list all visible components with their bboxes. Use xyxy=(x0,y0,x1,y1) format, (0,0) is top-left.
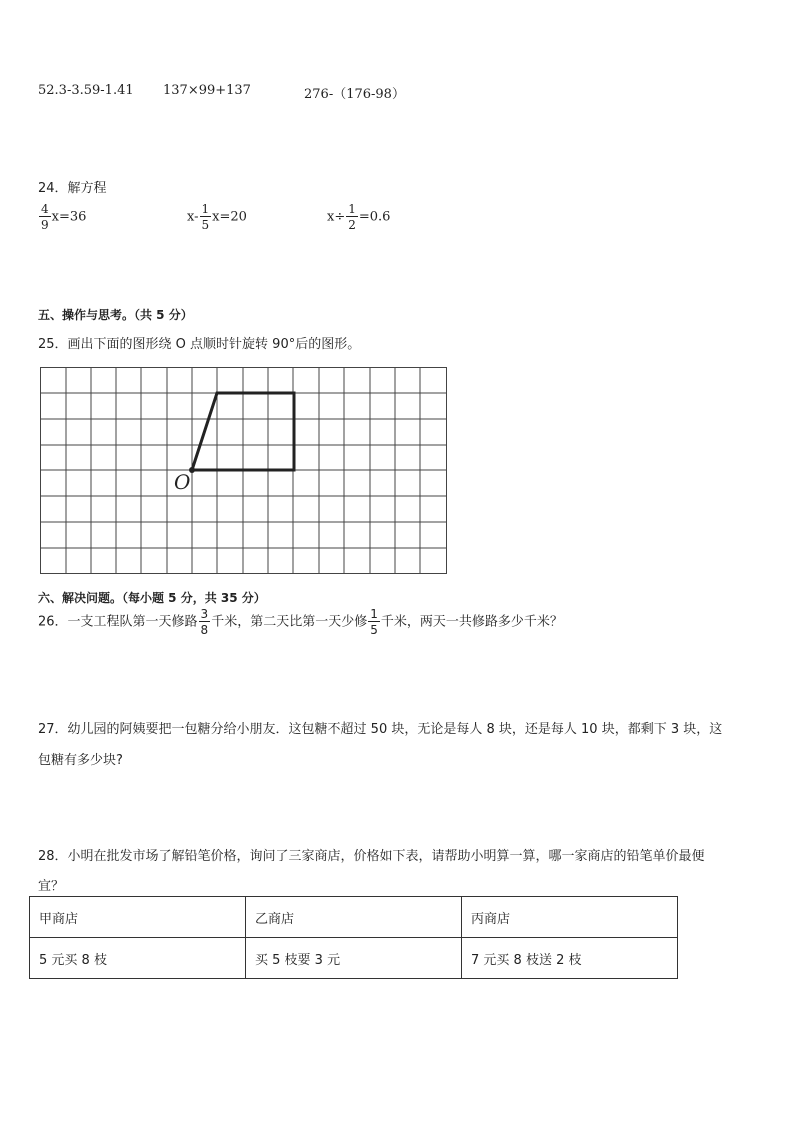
fraction-one-half xyxy=(346,203,358,231)
calc-expression-2: 137×99+137 xyxy=(163,83,251,98)
question-28-line-1: 28．小明在批发市场了解铅笔价格，询问了三家商店，价格如下表，请帮助小明算一算，哪一家商店的铅笔单价最便 xyxy=(38,849,705,864)
table-row xyxy=(30,938,678,979)
q26-part-2: 千米，第二天比第一天少修 xyxy=(211,614,368,630)
equation-3-prefix: x÷ xyxy=(327,209,346,225)
question-25-text: 25．画出下面的图形绕 O 点顺时针旋转 90°后的图形。 xyxy=(38,337,361,352)
fraction-three-eighths xyxy=(199,608,211,636)
section-5-title: 五、操作与思考。（共 5 分） xyxy=(38,308,193,322)
calc-expression-3: 276-（176-98） xyxy=(304,87,405,102)
grid-figure xyxy=(40,367,450,577)
question-24-label: 24．解方程 xyxy=(38,181,107,196)
table-header-row xyxy=(30,897,678,938)
fraction-denominator: 5 xyxy=(201,218,210,232)
table-header-cell: 丙商店 xyxy=(462,897,678,938)
table-header-cell: 甲商店 xyxy=(30,897,246,938)
equation-3 xyxy=(327,203,390,231)
equation-1 xyxy=(38,203,86,231)
rotation-grid xyxy=(40,367,450,581)
fraction-numerator: 1 xyxy=(370,607,378,621)
question-28-line-2: 宜？ xyxy=(38,879,65,894)
question-27-line-2: 包糖有多少块? xyxy=(38,753,123,768)
fraction-one-fifth xyxy=(200,203,212,231)
table-cell: 5 元买 8 枝 xyxy=(30,938,246,979)
table-cell: 7 元买 8 枝送 2 枝 xyxy=(462,938,678,979)
table-header-cell: 乙商店 xyxy=(246,897,462,938)
fraction-one-fifth-b xyxy=(368,608,380,636)
equation-2 xyxy=(187,203,247,231)
table-cell: 买 5 枝要 3 元 xyxy=(246,938,462,979)
fraction-four-ninths xyxy=(39,203,51,231)
equation-1-rest: x=36 xyxy=(51,209,87,225)
equation-2-rest: x=20 xyxy=(212,209,247,225)
equation-3-rest: =0.6 xyxy=(358,209,391,225)
calc-expression-1: 52.3-3.59-1.41 xyxy=(38,83,134,98)
store-price-table xyxy=(29,896,678,979)
fraction-denominator: 2 xyxy=(348,218,356,232)
section-6-title: 六、解决问题。（每小题 5 分，共 35 分） xyxy=(38,591,266,605)
question-27-line-1: 27．幼儿园的阿姨要把一包糖分给小朋友．这包糖不超过 50 块，无论是每人 8 块，还是每人 10 块，都剩下 3 块，这 xyxy=(38,722,723,737)
point-o-label: O xyxy=(174,470,191,494)
fraction-numerator: 1 xyxy=(348,202,356,216)
equation-2-prefix: x- xyxy=(187,209,199,225)
fraction-numerator: 1 xyxy=(201,202,210,216)
fraction-denominator: 9 xyxy=(41,218,49,232)
question-26-text xyxy=(38,608,563,636)
fraction-denominator: 8 xyxy=(200,623,209,637)
q26-part-1: 26．一支工程队第一天修路 xyxy=(38,614,198,630)
q26-part-3: 千米，两天一共修路多少千米？ xyxy=(380,614,563,630)
fraction-numerator: 4 xyxy=(41,202,49,216)
fraction-numerator: 3 xyxy=(200,607,209,621)
fraction-denominator: 5 xyxy=(370,623,378,637)
